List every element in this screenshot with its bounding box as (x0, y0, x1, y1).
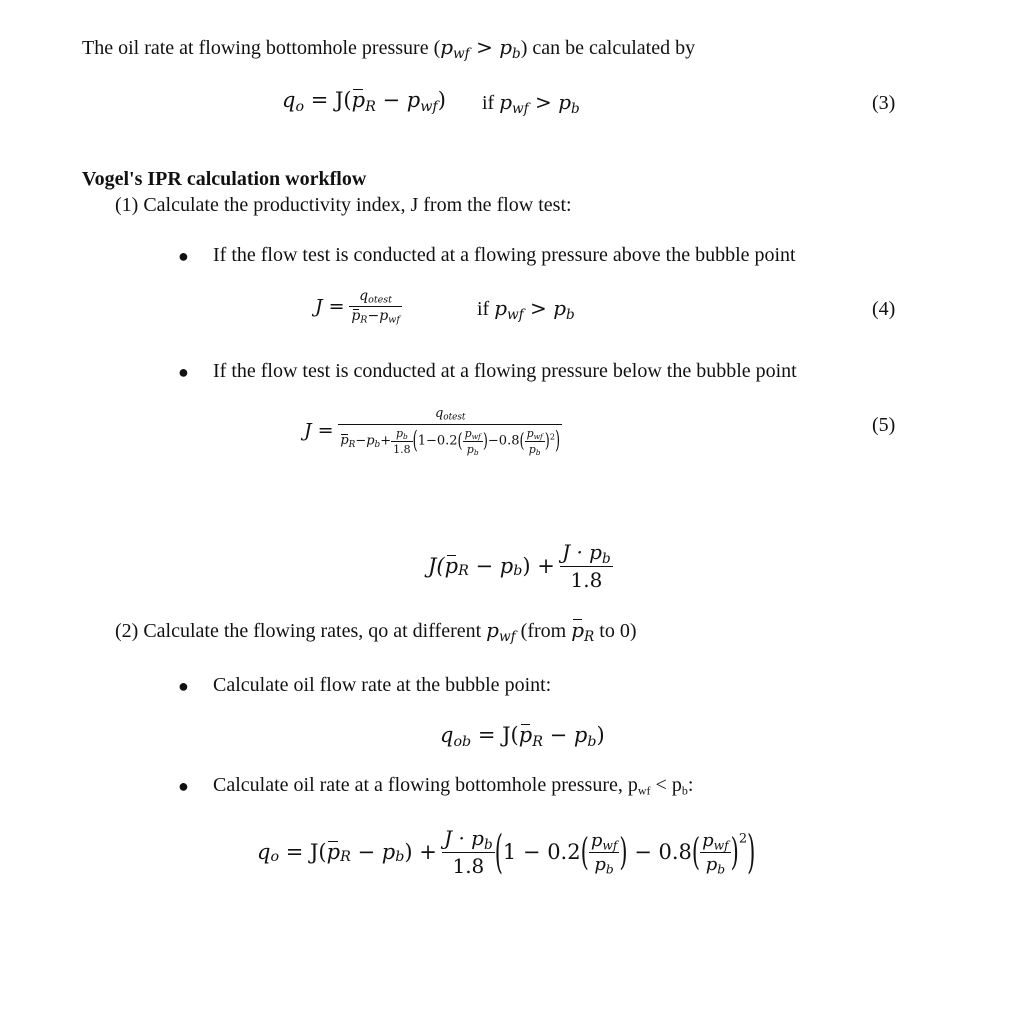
equation-3-condition: if $p_{wf} > p_b$ (482, 90, 580, 117)
bullet-3-text: Calculate oil flow rate at the bubble point: (213, 674, 552, 696)
equation-5-fraction: $q_{otest}$ $p_R-p_b+$ $\frac{p_b}{1.8}$ (1−0.2( $\frac{p_{wf}}{p_b}$ )−0.8( $\frac{p_{wf}}{p_b}$ )$^2$) (340, 406, 561, 458)
equation-4-fraction: $\frac{q_{otest}}{p_R-p_{wf}}$ (351, 288, 400, 326)
equation-3: $q_o = J(p_R - p_{wf})$ (282, 88, 446, 115)
equation-5: J = $q_{otest}$ $p_R-p_b+$ $\frac{p_b}{1.8}$ (1−0.2( $\frac{p_{wf}}{p_b}$ )−0.8( $\frac{p_{wf}}{p_b}$ )$^2$) (304, 406, 561, 458)
equation-qob: $q_{ob} = J(p_R - p_b)$ (440, 723, 605, 750)
intro-sentence: The oil rate at flowing bottomhole pressure $(p_{wf} > p_b)$ can be calculated by (82, 35, 696, 62)
bullet-dot: ● (178, 776, 189, 796)
bullet-1-text: If the flow test is conducted at a flowing pressure above the bubble point (213, 244, 796, 266)
equation-number-3: (3) (872, 92, 896, 114)
equation-intermediate: $J(p_R - p_b)$ + $\frac{J \cdot p_b}{1.8}$ (428, 540, 611, 592)
equation-qo-below-bubble-point: $q_o = J(p_R - p_b)$ + $\frac{J \cdot p_b}{1.8}$ (1 − 0.2( $\frac{p_{wf}}{p_b}$ ) − 0.8( $\frac{p_{wf}}{p_b}$ )$^2$) (257, 825, 756, 879)
bullet-2-text: If the flow test is conducted at a flowing pressure below the bubble point (213, 360, 797, 382)
bullet-dot: ● (178, 246, 189, 266)
equation-number-4: (4) (872, 298, 896, 320)
step-1: (1) Calculate the productivity index, J from the flow test: (115, 194, 572, 216)
bullet-4-text: Calculate oil rate at a flowing bottomhole pressure, $p_{wf} < p_b$: (213, 774, 694, 798)
step-2: (2) Calculate the flowing rates, qo at different $p_{wf}$ (from $p_R$ to 0) (115, 618, 637, 645)
bullet-dot: ● (178, 362, 189, 382)
bullet-dot: ● (178, 676, 189, 696)
equation-4: J = $\frac{q_{otest}}{p_R-p_{wf}}$ (315, 288, 400, 326)
equation-4-condition: if $p_{wf} > p_b$ (477, 296, 575, 323)
equation-number-5: (5) (872, 414, 896, 436)
section-title: Vogel's IPR calculation workflow (82, 168, 367, 190)
